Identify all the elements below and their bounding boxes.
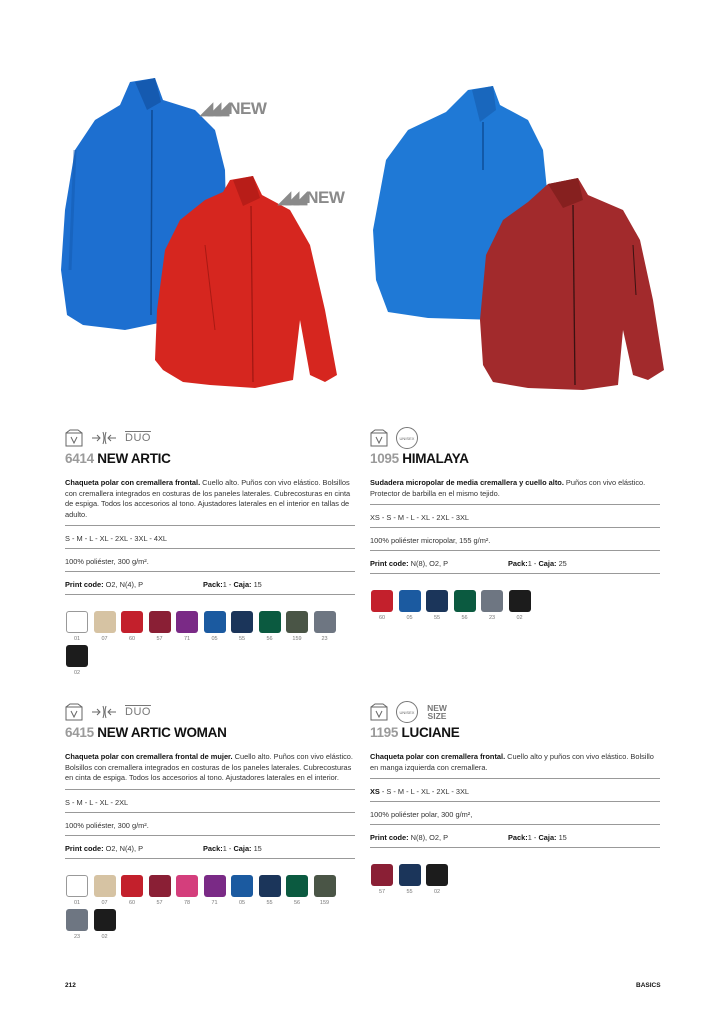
color-chip: [204, 611, 226, 633]
new-size-badge: NEW SIZE: [427, 703, 447, 721]
color-code: 60: [378, 615, 386, 622]
color-code: 56: [461, 615, 468, 622]
color-swatch: [313, 611, 337, 642]
color-code: 71: [183, 636, 191, 643]
color-chip: [371, 590, 393, 612]
color-chip: [371, 864, 393, 886]
color-chip: [66, 875, 88, 897]
product-title: 1195 LUCIANE: [370, 725, 460, 740]
feature-icons: [370, 427, 660, 449]
product-codes: Print code: O2, N(4), P Pack:1 - Caja: 15: [65, 836, 355, 859]
color-code: 02: [73, 670, 81, 677]
color-code: 56: [266, 636, 273, 643]
product-card-6415: [65, 701, 355, 943]
color-swatch: [508, 590, 532, 621]
color-chip: [149, 611, 171, 633]
unisex-badge: UNISEX: [396, 427, 418, 449]
product-codes: Print code: N(8), O2, P Pack:1 - Caja: 15: [370, 825, 660, 848]
color-swatch: [453, 590, 477, 621]
color-swatch: [425, 590, 449, 621]
product-codes: Print code: O2, N(4), P Pack:1 - Caja: 15: [65, 572, 355, 595]
product-material: 100% poliéster polar, 300 g/m²,: [370, 802, 660, 825]
care-label-icon: [65, 429, 83, 447]
product-sizes: S - M - L - XL - 2XL - 3XL - 4XL: [65, 526, 355, 549]
color-swatch: [65, 909, 89, 940]
color-code: 23: [73, 933, 81, 940]
color-chip: [66, 611, 88, 633]
product-description: Chaqueta polar con cremallera frontal de mujer. Cuello alto. Puños con vivo elástico. Bolsillos con cremallera integrados en costuras de los paneles laterales. Cubrecosturas en cinta de espiga. Todos los accesorios al tono. Ajustadores laterales en el interior.: [65, 752, 355, 790]
product-sizes: XS - S - M - L - XL - 2XL - 3XL: [370, 779, 660, 802]
color-chip: [94, 875, 116, 897]
color-code: 57: [378, 889, 386, 896]
color-code: 05: [238, 899, 246, 906]
wind-resistant-icon: [91, 705, 117, 719]
color-chip: [454, 590, 476, 612]
color-swatch: [480, 590, 504, 621]
color-chip: [121, 611, 143, 633]
color-swatch: [285, 611, 309, 642]
product-description: Chaqueta polar con cremallera frontal. Cuello alto y puños con vivo elástico. Bolsillo en manga izquierda con cremallera.: [370, 752, 660, 779]
duo-badge: $\overline{DUO}$: [125, 706, 151, 718]
product-material: 100% poliéster, 300 g/m².: [65, 813, 355, 836]
color-swatch: [258, 875, 282, 906]
color-swatches: [370, 864, 660, 898]
color-chip: [176, 611, 198, 633]
feature-icons: [65, 701, 355, 723]
care-label-icon: [65, 703, 83, 721]
duo-badge: $\overline{DUO}$: [125, 432, 151, 444]
product-description: Sudadera micropolar de media cremallera y cuello alto. Puños con vivo elástico. Protector de barbilla en el mismo tejido.: [370, 478, 660, 505]
color-swatch: [120, 611, 144, 642]
color-chip: [259, 875, 281, 897]
color-swatch: [93, 611, 117, 642]
product-description: Chaqueta polar con cremallera frontal. Cuello alto. Puños con vivo elástico. Bolsillos con cremallera integrados en costuras de los paneles laterales. Cubrecosturas en cinta de espiga. Todos los accesorios al tono. Ajustadores laterales en el interior en tallas de adulto.: [65, 478, 355, 526]
color-chip: [426, 864, 448, 886]
color-code: 78: [183, 899, 191, 906]
color-swatch: [285, 875, 309, 906]
color-swatch: [175, 611, 199, 642]
color-chip: [314, 875, 336, 897]
care-label-icon: [370, 703, 388, 721]
color-code: 159: [319, 899, 330, 906]
color-swatches: [65, 875, 355, 943]
color-swatch: [398, 590, 422, 621]
color-swatch: [148, 875, 172, 906]
color-swatch: [398, 864, 422, 895]
color-code: 02: [101, 933, 108, 940]
feature-icons: [65, 427, 355, 449]
color-chip: [66, 909, 88, 931]
color-code: 23: [488, 615, 496, 622]
color-chip: [426, 590, 448, 612]
color-swatch: [175, 875, 199, 906]
color-code: 57: [156, 899, 163, 906]
color-code: 01: [73, 899, 81, 906]
color-code: 60: [128, 636, 136, 643]
product-codes: Print code: N(8), O2, P Pack:1 - Caja: 25: [370, 551, 660, 574]
color-code: 07: [101, 899, 108, 906]
color-code: 55: [266, 899, 273, 906]
color-code: 02: [433, 889, 441, 896]
color-chip: [204, 875, 226, 897]
section-label: BASICS: [636, 982, 661, 989]
color-code: 07: [101, 636, 108, 643]
color-swatch: [313, 875, 337, 906]
feature-icons: [370, 701, 660, 723]
color-swatches: [65, 611, 355, 679]
color-code: 23: [321, 636, 328, 643]
color-chip: [399, 590, 421, 612]
color-chip: [314, 611, 336, 633]
unisex-badge: UNISEX: [396, 701, 418, 723]
product-sizes: S - M - L - XL - 2XL: [65, 790, 355, 813]
product-card-6414: [65, 427, 355, 679]
color-code: 57: [156, 636, 163, 643]
product-title: 6414 NEW ARTIC: [65, 451, 171, 466]
color-code: 56: [293, 899, 301, 906]
color-chip: [231, 611, 253, 633]
color-swatch: [203, 611, 227, 642]
color-swatches: [370, 590, 660, 624]
color-swatch: [65, 875, 89, 906]
color-chip: [399, 864, 421, 886]
page-number: 212: [65, 982, 76, 989]
color-swatch: [425, 864, 449, 895]
color-chip: [286, 875, 308, 897]
new-badge: ◢◢◢ NEW: [200, 99, 267, 118]
new-artic-product-photo: [55, 70, 355, 400]
product-card-1095: [370, 427, 660, 624]
color-code: 05: [211, 636, 218, 643]
color-chip: [121, 875, 143, 897]
color-swatch: [370, 590, 394, 621]
color-swatch: [203, 875, 227, 906]
new-badge: ◢◢◢ NEW: [278, 188, 345, 207]
color-swatch: [65, 645, 89, 676]
color-chip: [149, 875, 171, 897]
color-swatch: [148, 611, 172, 642]
color-swatch: [93, 909, 117, 940]
product-title: 6415 NEW ARTIC WOMAN: [65, 725, 227, 740]
color-chip: [231, 875, 253, 897]
color-code: 71: [211, 899, 218, 906]
color-swatch: [120, 875, 144, 906]
color-code: 55: [406, 889, 413, 896]
color-code: 01: [73, 636, 81, 643]
product-material: 100% poliéster micropolar, 155 g/m².: [370, 528, 660, 551]
product-material: 100% poliéster, 300 g/m².: [65, 549, 355, 572]
color-code: 02: [516, 615, 523, 622]
color-swatch: [230, 875, 254, 906]
product-card-1195: [370, 701, 660, 898]
color-chip: [481, 590, 503, 612]
color-chip: [94, 611, 116, 633]
color-code: 60: [128, 899, 136, 906]
color-chip: [94, 909, 116, 931]
color-chip: [66, 645, 88, 667]
color-chip: [259, 611, 281, 633]
wind-resistant-icon: [91, 431, 117, 445]
color-chip: [286, 611, 308, 633]
color-chip: [509, 590, 531, 612]
color-swatch: [370, 864, 394, 895]
product-sizes: XS - S - M - L - XL - 2XL - 3XL: [370, 505, 660, 528]
color-swatch: [230, 611, 254, 642]
color-code: 159: [292, 636, 302, 643]
himalaya-product-photo: [368, 80, 673, 400]
care-label-icon: [370, 429, 388, 447]
color-swatch: [93, 875, 117, 906]
color-swatch: [65, 611, 89, 642]
product-title: 1095 HIMALAYA: [370, 451, 469, 466]
color-swatch: [258, 611, 282, 642]
color-code: 55: [238, 636, 246, 643]
color-code: 05: [406, 615, 413, 622]
color-code: 55: [433, 615, 441, 622]
color-chip: [176, 875, 198, 897]
